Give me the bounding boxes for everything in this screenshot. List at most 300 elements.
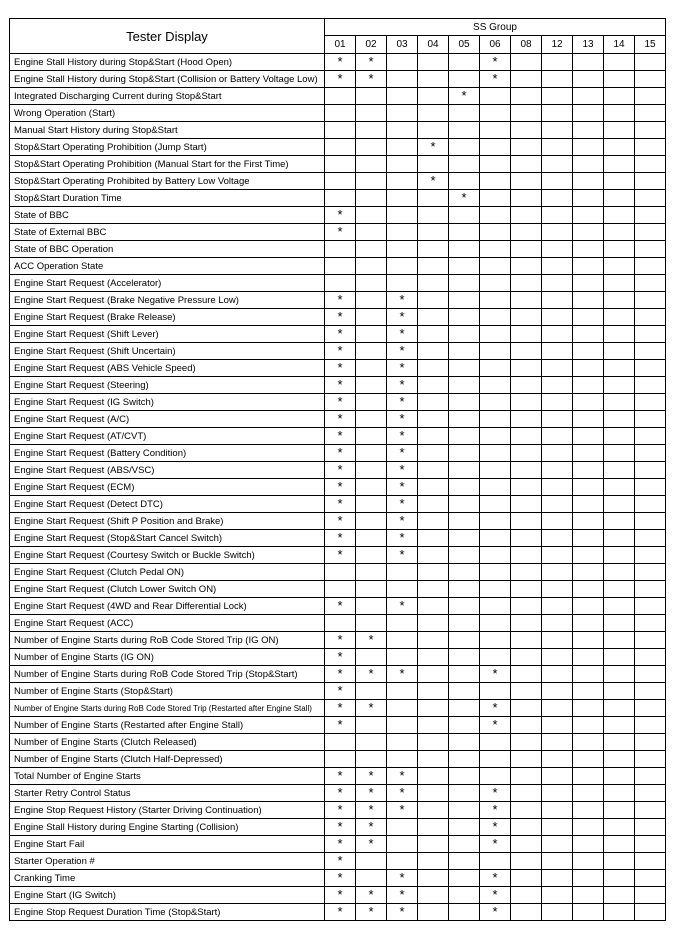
- empty-cell: [604, 581, 635, 598]
- empty-cell: [573, 785, 604, 802]
- empty-cell: [449, 598, 480, 615]
- asterisk-mark: *: [325, 802, 356, 819]
- empty-cell: [511, 683, 542, 700]
- empty-cell: [325, 122, 356, 139]
- empty-cell: [449, 836, 480, 853]
- empty-cell: [604, 241, 635, 258]
- empty-cell: [449, 343, 480, 360]
- empty-cell: [387, 581, 418, 598]
- empty-cell: [635, 615, 666, 632]
- empty-cell: [542, 292, 573, 309]
- asterisk-mark: *: [325, 309, 356, 326]
- empty-cell: [511, 649, 542, 666]
- empty-cell: [573, 513, 604, 530]
- empty-cell: [418, 71, 449, 88]
- empty-cell: [573, 241, 604, 258]
- row-label: Number of Engine Starts (IG ON): [10, 649, 325, 666]
- empty-cell: [480, 530, 511, 547]
- row-label: Engine Start Request (Stop&Start Cancel Switch): [10, 530, 325, 547]
- row-label: Number of Engine Starts (Restarted after Engine Stall): [10, 717, 325, 734]
- empty-cell: [542, 904, 573, 921]
- empty-cell: [511, 292, 542, 309]
- row-label: Engine Start Fail: [10, 836, 325, 853]
- empty-cell: [418, 241, 449, 258]
- empty-cell: [542, 71, 573, 88]
- empty-cell: [604, 768, 635, 785]
- empty-cell: [542, 649, 573, 666]
- empty-cell: [418, 836, 449, 853]
- empty-cell: [604, 547, 635, 564]
- tester-display-header: Tester Display: [10, 19, 325, 54]
- empty-cell: [356, 105, 387, 122]
- row-label: Engine Start Request (A/C): [10, 411, 325, 428]
- empty-cell: [511, 479, 542, 496]
- empty-cell: [604, 615, 635, 632]
- empty-cell: [604, 717, 635, 734]
- empty-cell: [604, 394, 635, 411]
- empty-cell: [542, 513, 573, 530]
- table-row: [10, 649, 666, 666]
- empty-cell: [480, 598, 511, 615]
- empty-cell: [604, 836, 635, 853]
- row-label: Engine Start Request (Accelerator): [10, 275, 325, 292]
- empty-cell: [418, 802, 449, 819]
- empty-cell: [356, 122, 387, 139]
- empty-cell: [356, 564, 387, 581]
- table-row: [10, 683, 666, 700]
- empty-cell: [511, 513, 542, 530]
- row-label: State of External BBC: [10, 224, 325, 241]
- empty-cell: [418, 88, 449, 105]
- empty-cell: [604, 428, 635, 445]
- column-header-13: 13: [573, 36, 604, 54]
- empty-cell: [511, 258, 542, 275]
- empty-cell: [511, 224, 542, 241]
- asterisk-mark: *: [325, 836, 356, 853]
- empty-cell: [542, 785, 573, 802]
- asterisk-mark: *: [480, 904, 511, 921]
- empty-cell: [418, 513, 449, 530]
- empty-cell: [418, 462, 449, 479]
- row-label: Number of Engine Starts during RoB Code Stored Trip (Restarted after Engine Stall): [10, 700, 325, 717]
- empty-cell: [604, 258, 635, 275]
- empty-cell: [604, 445, 635, 462]
- empty-cell: [418, 275, 449, 292]
- empty-cell: [604, 326, 635, 343]
- empty-cell: [635, 547, 666, 564]
- empty-cell: [604, 462, 635, 479]
- empty-cell: [480, 173, 511, 190]
- asterisk-mark: *: [387, 309, 418, 326]
- empty-cell: [356, 343, 387, 360]
- empty-cell: [325, 190, 356, 207]
- asterisk-mark: *: [356, 904, 387, 921]
- row-label: Engine Stall History during Stop&Start (Collision or Battery Voltage Low): [10, 71, 325, 88]
- empty-cell: [511, 870, 542, 887]
- empty-cell: [542, 156, 573, 173]
- table-row: [10, 428, 666, 445]
- table-row: [10, 581, 666, 598]
- empty-cell: [635, 887, 666, 904]
- empty-cell: [635, 207, 666, 224]
- empty-cell: [542, 615, 573, 632]
- empty-cell: [356, 717, 387, 734]
- empty-cell: [387, 819, 418, 836]
- row-label: Manual Start History during Stop&Start: [10, 122, 325, 139]
- empty-cell: [635, 700, 666, 717]
- empty-cell: [573, 394, 604, 411]
- table-row: [10, 836, 666, 853]
- empty-cell: [480, 768, 511, 785]
- empty-cell: [635, 309, 666, 326]
- empty-cell: [542, 836, 573, 853]
- column-header-05: 05: [449, 36, 480, 54]
- empty-cell: [542, 360, 573, 377]
- empty-cell: [480, 292, 511, 309]
- column-header-02: 02: [356, 36, 387, 54]
- empty-cell: [542, 547, 573, 564]
- empty-cell: [449, 275, 480, 292]
- empty-cell: [635, 496, 666, 513]
- asterisk-mark: *: [387, 394, 418, 411]
- asterisk-mark: *: [356, 785, 387, 802]
- empty-cell: [542, 479, 573, 496]
- empty-cell: [449, 428, 480, 445]
- empty-cell: [573, 547, 604, 564]
- row-label: Engine Start (IG Switch): [10, 887, 325, 904]
- asterisk-mark: *: [387, 292, 418, 309]
- table-body: [10, 54, 666, 921]
- row-label: Engine Start Request (Steering): [10, 377, 325, 394]
- empty-cell: [418, 751, 449, 768]
- empty-cell: [418, 156, 449, 173]
- asterisk-mark: *: [325, 768, 356, 785]
- empty-cell: [387, 649, 418, 666]
- asterisk-mark: *: [325, 717, 356, 734]
- empty-cell: [449, 309, 480, 326]
- empty-cell: [511, 309, 542, 326]
- empty-cell: [418, 224, 449, 241]
- empty-cell: [418, 343, 449, 360]
- empty-cell: [449, 224, 480, 241]
- empty-cell: [511, 428, 542, 445]
- empty-cell: [573, 190, 604, 207]
- empty-cell: [480, 428, 511, 445]
- asterisk-mark: *: [418, 139, 449, 156]
- empty-cell: [635, 241, 666, 258]
- empty-cell: [604, 309, 635, 326]
- table-row: [10, 819, 666, 836]
- empty-cell: [635, 292, 666, 309]
- empty-cell: [418, 649, 449, 666]
- empty-cell: [356, 479, 387, 496]
- empty-cell: [480, 564, 511, 581]
- empty-cell: [635, 581, 666, 598]
- empty-cell: [449, 666, 480, 683]
- empty-cell: [635, 326, 666, 343]
- asterisk-mark: *: [449, 190, 480, 207]
- empty-cell: [573, 632, 604, 649]
- empty-cell: [573, 207, 604, 224]
- empty-cell: [449, 649, 480, 666]
- row-label: Engine Start Request (ECM): [10, 479, 325, 496]
- empty-cell: [418, 326, 449, 343]
- row-label: Stop&Start Operating Prohibition (Jump Start): [10, 139, 325, 156]
- empty-cell: [449, 445, 480, 462]
- empty-cell: [449, 479, 480, 496]
- empty-cell: [573, 683, 604, 700]
- empty-cell: [511, 156, 542, 173]
- asterisk-mark: *: [356, 666, 387, 683]
- empty-cell: [387, 207, 418, 224]
- asterisk-mark: *: [387, 445, 418, 462]
- empty-cell: [325, 173, 356, 190]
- empty-cell: [542, 54, 573, 71]
- empty-cell: [325, 88, 356, 105]
- empty-cell: [418, 632, 449, 649]
- empty-cell: [480, 309, 511, 326]
- row-label: Engine Start Request (Shift Uncertain): [10, 343, 325, 360]
- empty-cell: [480, 411, 511, 428]
- asterisk-mark: *: [356, 71, 387, 88]
- empty-cell: [511, 734, 542, 751]
- empty-cell: [635, 751, 666, 768]
- empty-cell: [325, 241, 356, 258]
- empty-cell: [573, 768, 604, 785]
- empty-cell: [449, 326, 480, 343]
- table-row: [10, 462, 666, 479]
- empty-cell: [573, 445, 604, 462]
- empty-cell: [387, 71, 418, 88]
- empty-cell: [356, 411, 387, 428]
- row-label: Engine Start Request (IG Switch): [10, 394, 325, 411]
- column-header-06: 06: [480, 36, 511, 54]
- row-label: Total Number of Engine Starts: [10, 768, 325, 785]
- asterisk-mark: *: [387, 768, 418, 785]
- table-row: [10, 479, 666, 496]
- asterisk-mark: *: [325, 632, 356, 649]
- empty-cell: [356, 428, 387, 445]
- empty-cell: [449, 853, 480, 870]
- empty-cell: [325, 139, 356, 156]
- empty-cell: [635, 819, 666, 836]
- empty-cell: [635, 904, 666, 921]
- asterisk-mark: *: [387, 428, 418, 445]
- empty-cell: [387, 173, 418, 190]
- empty-cell: [635, 411, 666, 428]
- row-label: Engine Start Request (Brake Release): [10, 309, 325, 326]
- empty-cell: [480, 343, 511, 360]
- asterisk-mark: *: [325, 530, 356, 547]
- empty-cell: [573, 292, 604, 309]
- table-row: [10, 887, 666, 904]
- row-label: Engine Start Request (ACC): [10, 615, 325, 632]
- asterisk-mark: *: [387, 666, 418, 683]
- empty-cell: [356, 598, 387, 615]
- empty-cell: [449, 156, 480, 173]
- empty-cell: [511, 547, 542, 564]
- table-row: [10, 343, 666, 360]
- asterisk-mark: *: [480, 666, 511, 683]
- table-row: [10, 360, 666, 377]
- asterisk-mark: *: [325, 496, 356, 513]
- empty-cell: [511, 751, 542, 768]
- empty-cell: [604, 122, 635, 139]
- empty-cell: [511, 887, 542, 904]
- empty-cell: [635, 462, 666, 479]
- empty-cell: [573, 751, 604, 768]
- empty-cell: [542, 683, 573, 700]
- empty-cell: [542, 309, 573, 326]
- empty-cell: [418, 887, 449, 904]
- table-row: [10, 870, 666, 887]
- empty-cell: [387, 122, 418, 139]
- empty-cell: [325, 275, 356, 292]
- empty-cell: [604, 105, 635, 122]
- table-row: [10, 190, 666, 207]
- table-row: [10, 258, 666, 275]
- asterisk-mark: *: [356, 836, 387, 853]
- empty-cell: [573, 71, 604, 88]
- empty-cell: [542, 598, 573, 615]
- empty-cell: [604, 751, 635, 768]
- empty-cell: [573, 122, 604, 139]
- empty-cell: [449, 105, 480, 122]
- empty-cell: [511, 71, 542, 88]
- empty-cell: [542, 802, 573, 819]
- empty-cell: [480, 496, 511, 513]
- empty-cell: [573, 904, 604, 921]
- table-row: [10, 904, 666, 921]
- empty-cell: [449, 734, 480, 751]
- empty-cell: [573, 343, 604, 360]
- asterisk-mark: *: [325, 54, 356, 71]
- asterisk-mark: *: [418, 173, 449, 190]
- empty-cell: [573, 819, 604, 836]
- empty-cell: [325, 615, 356, 632]
- table-row: [10, 377, 666, 394]
- empty-cell: [449, 207, 480, 224]
- empty-cell: [480, 224, 511, 241]
- column-header-15: 15: [635, 36, 666, 54]
- empty-cell: [635, 394, 666, 411]
- row-label: ACC Operation State: [10, 258, 325, 275]
- empty-cell: [542, 870, 573, 887]
- asterisk-mark: *: [387, 598, 418, 615]
- empty-cell: [573, 139, 604, 156]
- empty-cell: [449, 751, 480, 768]
- empty-cell: [511, 836, 542, 853]
- asterisk-mark: *: [325, 326, 356, 343]
- empty-cell: [604, 666, 635, 683]
- table-row: [10, 445, 666, 462]
- table-row: [10, 496, 666, 513]
- empty-cell: [542, 258, 573, 275]
- empty-cell: [542, 122, 573, 139]
- asterisk-mark: *: [325, 343, 356, 360]
- row-label: Engine Stop Request History (Starter Driving Continuation): [10, 802, 325, 819]
- empty-cell: [480, 207, 511, 224]
- empty-cell: [449, 139, 480, 156]
- empty-cell: [635, 258, 666, 275]
- empty-cell: [356, 309, 387, 326]
- empty-cell: [480, 445, 511, 462]
- empty-cell: [573, 870, 604, 887]
- empty-cell: [511, 173, 542, 190]
- empty-cell: [449, 411, 480, 428]
- row-label: Stop&Start Operating Prohibition (Manual Start for the First Time): [10, 156, 325, 173]
- empty-cell: [449, 581, 480, 598]
- empty-cell: [356, 530, 387, 547]
- empty-cell: [604, 513, 635, 530]
- empty-cell: [418, 190, 449, 207]
- empty-cell: [387, 139, 418, 156]
- empty-cell: [511, 343, 542, 360]
- empty-cell: [511, 326, 542, 343]
- table-row: [10, 734, 666, 751]
- empty-cell: [604, 785, 635, 802]
- table-row: [10, 224, 666, 241]
- empty-cell: [635, 377, 666, 394]
- row-label: Engine Start Request (ABS/VSC): [10, 462, 325, 479]
- empty-cell: [356, 139, 387, 156]
- empty-cell: [480, 751, 511, 768]
- empty-cell: [480, 275, 511, 292]
- empty-cell: [449, 564, 480, 581]
- empty-cell: [573, 700, 604, 717]
- empty-cell: [511, 564, 542, 581]
- empty-cell: [449, 768, 480, 785]
- empty-cell: [604, 819, 635, 836]
- empty-cell: [635, 190, 666, 207]
- empty-cell: [418, 666, 449, 683]
- empty-cell: [449, 122, 480, 139]
- asterisk-mark: *: [325, 462, 356, 479]
- empty-cell: [449, 717, 480, 734]
- empty-cell: [542, 326, 573, 343]
- empty-cell: [356, 394, 387, 411]
- empty-cell: [604, 496, 635, 513]
- empty-cell: [604, 683, 635, 700]
- empty-cell: [635, 717, 666, 734]
- asterisk-mark: *: [449, 88, 480, 105]
- empty-cell: [511, 122, 542, 139]
- table-row: [10, 751, 666, 768]
- table-row: [10, 156, 666, 173]
- empty-cell: [480, 479, 511, 496]
- row-label: Wrong Operation (Start): [10, 105, 325, 122]
- empty-cell: [635, 445, 666, 462]
- empty-cell: [356, 581, 387, 598]
- asterisk-mark: *: [387, 513, 418, 530]
- empty-cell: [542, 530, 573, 547]
- table-row: [10, 785, 666, 802]
- empty-cell: [356, 615, 387, 632]
- empty-cell: [511, 530, 542, 547]
- row-label: Engine Stop Request Duration Time (Stop&Start): [10, 904, 325, 921]
- empty-cell: [480, 853, 511, 870]
- asterisk-mark: *: [325, 394, 356, 411]
- empty-cell: [635, 683, 666, 700]
- empty-cell: [418, 411, 449, 428]
- empty-cell: [573, 309, 604, 326]
- empty-cell: [480, 156, 511, 173]
- empty-cell: [418, 904, 449, 921]
- empty-cell: [573, 836, 604, 853]
- empty-cell: [511, 666, 542, 683]
- asterisk-mark: *: [325, 887, 356, 904]
- empty-cell: [356, 377, 387, 394]
